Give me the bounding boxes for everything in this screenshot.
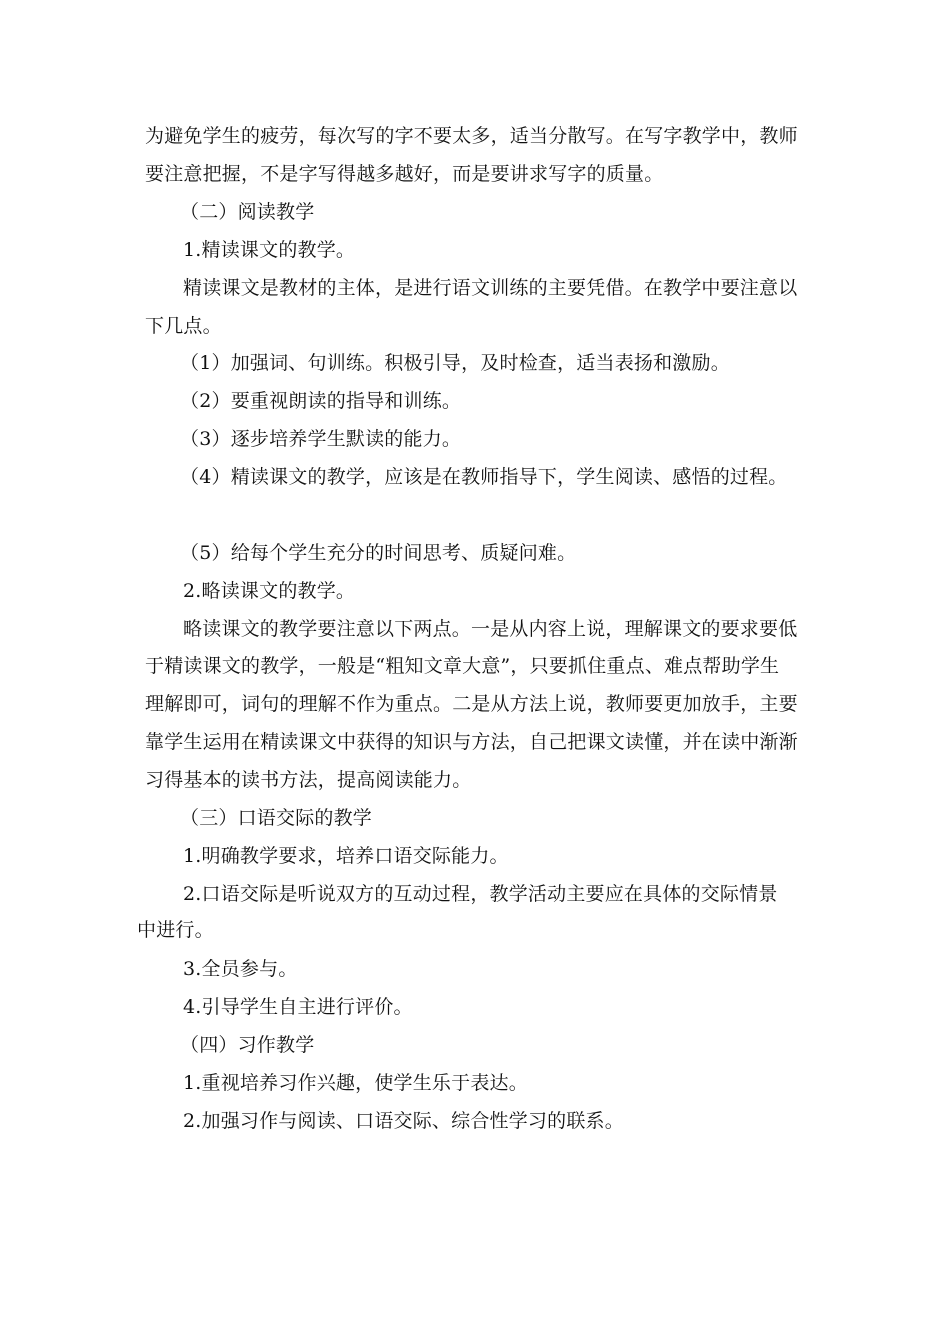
section-heading: （四）习作教学 [180,1034,315,1056]
list-item: 2.口语交际是听说双方的互动过程，教学活动主要应在具体的交际情景 [183,883,778,905]
text-line: 于精读课文的教学，一般是“粗知文章大意”，只要抓住重点、难点帮助学生 [145,655,780,677]
text-line: 精读课文是教材的主体，是进行语文训练的主要凭借。在教学中要注意以 [183,277,798,299]
list-item: （4）精读课文的教学，应该是在教师指导下，学生阅读、感悟的过程。 [180,466,788,488]
subsection-heading: 1.精读课文的教学。 [183,239,356,261]
list-item: 2.加强习作与阅读、口语交际、综合性学习的联系。 [183,1110,624,1132]
list-item: 1.重视培养习作兴趣，使学生乐于表达。 [183,1072,528,1094]
list-item: 4.引导学生自主进行评价。 [183,996,413,1018]
list-item: （2）要重视朗读的指导和训练。 [180,390,462,412]
text-line: 要注意把握，不是字写得越多越好，而是要讲求写字的质量。 [145,163,664,185]
text-line: 习得基本的读书方法，提高阅读能力。 [145,769,472,791]
text-line: 为避免学生的疲劳，每次写的字不要太多，适当分散写。在写字教学中，教师 [145,125,798,147]
section-heading: （二）阅读教学 [180,201,315,223]
list-item: 3.全员参与。 [183,958,298,980]
text-line: 略读课文的教学要注意以下两点。一是从内容上说，理解课文的要求要低 [183,618,798,640]
subsection-heading: 2.略读课文的教学。 [183,580,356,602]
list-item: （5）给每个学生充分的时间思考、质疑问难。 [180,542,577,564]
text-line: 理解即可，词句的理解不作为重点。二是从方法上说，教师要更加放手，主要 [145,693,798,715]
list-item: （1）加强词、句训练。积极引导，及时检查，适当表扬和激励。 [180,352,730,374]
text-line: 靠学生运用在精读课文中获得的知识与方法，自己把课文读懂，并在读中渐渐 [145,731,798,753]
list-item: 1.明确教学要求，培养口语交际能力。 [183,845,509,867]
section-heading: （三）口语交际的教学 [180,807,373,829]
list-item: （3）逐步培养学生默读的能力。 [180,428,462,450]
text-line: 下几点。 [145,315,222,337]
text-line: 中进行。 [137,919,214,941]
